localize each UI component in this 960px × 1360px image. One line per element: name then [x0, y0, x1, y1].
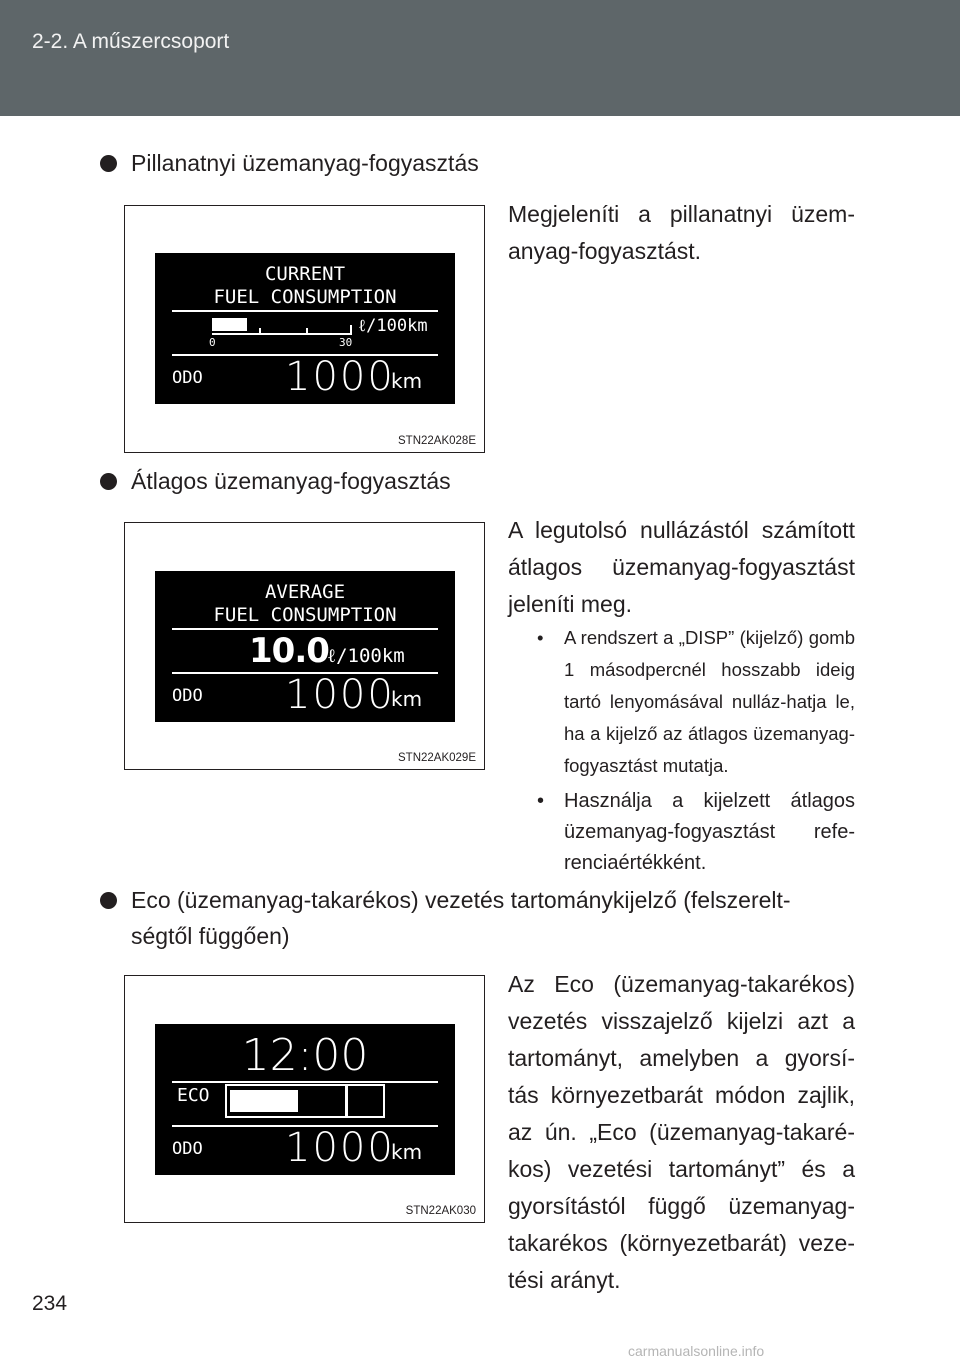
eco-range-bar	[225, 1084, 385, 1118]
page-header	[0, 0, 960, 116]
average-value: 10.0	[249, 631, 329, 671]
odo-label: ODO	[172, 368, 203, 388]
description-average: A legutolsó nullázástól számított átlagos üzemanyag-fogyasztást jeleníti meg.	[508, 517, 855, 617]
clock: 12:00	[241, 1030, 369, 1081]
description-eco: Az Eco (üzemanyag-takarékos) vezetés visszajelző kijelzi azt a tartományt, amelyben a gyorsí-tás környezetbarát módon zajlik, az ún. „Eco (üzemanyag-takaré-kos) vezetési tartományt” és a gyorsítástól függő üzemanyag-takarékos (környezetbarát) veze-tési arányt.	[508, 971, 855, 1293]
heading-current: Pillanatnyi üzemanyag-fogyasztás	[100, 146, 479, 180]
bar-unit: ℓ/100km	[358, 316, 428, 336]
display-current	[155, 253, 455, 404]
display-title-2: FUEL CONSUMPTION	[213, 604, 397, 626]
odo-value: 1000	[285, 1125, 395, 1171]
average-unit: ℓ/100km	[327, 645, 405, 667]
description-current: Megjeleníti a pillanatnyi üzem-anyag-fogyasztást.	[508, 201, 855, 264]
figure-average	[124, 522, 485, 770]
bar-min-label: 0	[209, 336, 216, 349]
note-item: • Használja a kijelzett átlagos üzemanyag-fogyasztást refe-renciaértékként.	[537, 790, 855, 874]
bar-max-label: 30	[339, 336, 353, 349]
bullet-dot-icon	[100, 473, 117, 490]
note-item: • A rendszert a „DISP” (kijelző) gomb 1 másodpercnél hosszabb ideig tartó lenyomásával nulláz-hatja le, ha a kijelző az átlagos üzemanyag-fogyasztást mutatja.	[537, 627, 855, 776]
display-eco	[155, 1024, 455, 1175]
display-divider	[172, 310, 438, 312]
odo-unit: km	[391, 369, 423, 393]
display-title-2: FUEL CONSUMPTION	[213, 286, 397, 308]
display-average	[155, 571, 455, 722]
eco-bar-fill	[230, 1090, 298, 1112]
bullet-dot-icon	[100, 155, 117, 172]
bullet-dot-icon	[100, 892, 117, 909]
figure-current	[124, 205, 485, 453]
odo-label: ODO	[172, 686, 203, 706]
consumption-bar-fill	[212, 318, 247, 331]
odo-value: 1000	[285, 354, 395, 400]
page-number: 234	[32, 1292, 68, 1315]
odo-unit: km	[391, 1140, 423, 1164]
eco-label: ECO	[177, 1085, 210, 1106]
notes-average	[537, 622, 855, 883]
figure-code: STN22AK029E	[398, 752, 476, 764]
figure-code: STN22AK030	[405, 1205, 476, 1217]
heading-eco: Eco (üzemanyag-takarékos) vezetés tartománykijelző (felszerelt- ségtől függően)	[100, 882, 856, 954]
odo-unit: km	[391, 687, 423, 711]
odo-value: 1000	[285, 672, 395, 718]
section-title: 2-2. A műszercsoport	[32, 30, 230, 53]
display-title-1: CURRENT	[264, 263, 346, 285]
display-divider	[172, 1081, 438, 1083]
figure-code: STN22AK028E	[398, 435, 476, 447]
heading-average: Átlagos üzemanyag-fogyasztás	[100, 464, 451, 498]
watermark: carmanualsonline.info	[628, 1343, 765, 1359]
consumption-bar-gauge	[212, 317, 352, 335]
figure-eco	[124, 975, 485, 1223]
display-divider	[172, 628, 438, 630]
display-title-1: AVERAGE	[264, 581, 346, 603]
odo-label: ODO	[172, 1139, 203, 1159]
